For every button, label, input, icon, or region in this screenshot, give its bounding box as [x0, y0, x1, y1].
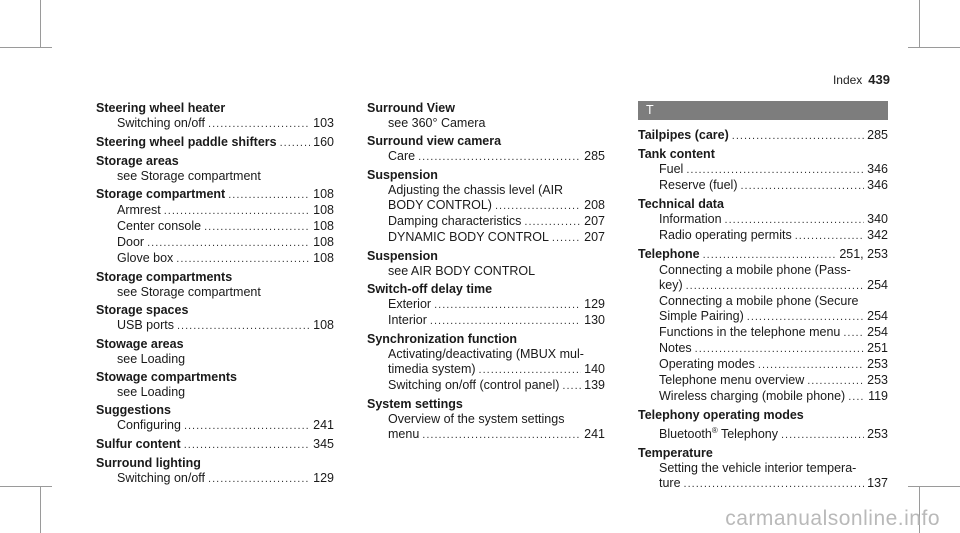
leader-dots [495, 199, 581, 214]
leader-dots [524, 215, 581, 230]
sub-entry[interactable] [638, 162, 888, 178]
entry-heading [638, 446, 888, 461]
sub-entry[interactable] [638, 373, 888, 389]
sub-entry-text: DYNAMIC BODY CONTROL [388, 230, 549, 244]
entry-title: Surround View [367, 101, 455, 115]
index-entry [96, 270, 334, 300]
sub-entry-text: see AIR BODY CONTROL [388, 264, 536, 278]
index-entry [638, 147, 888, 194]
entry-title: Temperature [638, 446, 713, 461]
sub-entry[interactable] [96, 219, 334, 235]
page-ref[interactable]: 140 [584, 362, 605, 376]
sub-entry[interactable] [638, 325, 888, 341]
entry-heading [367, 332, 605, 347]
page-ref[interactable]: 103 [313, 116, 334, 130]
leader-dots [164, 204, 310, 219]
page-ref[interactable]: 251, 253 [839, 247, 888, 261]
entry-title: Telephone [638, 247, 700, 261]
leader-dots [177, 319, 310, 334]
leader-dots [732, 129, 864, 144]
index-entry [367, 332, 605, 394]
leader-dots [280, 136, 311, 151]
sub-entry-text: Interior [388, 313, 427, 327]
crop-mark [919, 0, 920, 48]
entry-heading [96, 403, 334, 418]
page-ref[interactable]: 108 [313, 318, 334, 332]
page-ref[interactable]: 119 [868, 389, 888, 403]
sub-entry-text: Information [659, 212, 722, 226]
index-entry [96, 135, 334, 151]
leader-dots [807, 374, 864, 389]
entry-heading [367, 134, 605, 149]
leader-dots [552, 231, 581, 246]
page-ref[interactable]: 208 [584, 198, 605, 212]
sub-entry-text: see Loading [117, 352, 186, 366]
sub-entry [638, 294, 888, 309]
leader-dots [184, 419, 310, 434]
page-header [833, 72, 890, 87]
page-ref[interactable]: 285 [867, 128, 888, 142]
sub-entry-text: Simple Pairing) [659, 309, 744, 323]
sub-entry[interactable] [638, 278, 888, 294]
sub-entry-text: Functions in the telephone menu [659, 325, 841, 339]
entry-heading [96, 101, 334, 116]
index-entry [367, 249, 605, 279]
entry-title: Suggestions [96, 403, 172, 417]
entry-title: Tailpipes (care) [638, 128, 729, 142]
leader-dots [418, 150, 581, 165]
index-column-3 [638, 101, 888, 495]
sub-entry [96, 285, 334, 300]
page-ref[interactable]: 137 [867, 476, 888, 491]
page-ref[interactable]: 251 [867, 341, 888, 355]
sub-entry-text: Configuring [117, 418, 181, 432]
sub-entry-text: Switching on/off (control panel) [388, 378, 560, 392]
leader-dots [747, 310, 864, 325]
sub-entry-text: Switching on/off [117, 471, 206, 485]
page-ref[interactable]: 108 [313, 235, 334, 249]
sub-entry-text: see Storage compartment [117, 169, 261, 183]
index-entry [96, 154, 334, 184]
index-entry [96, 403, 334, 434]
sub-entry[interactable] [638, 357, 888, 373]
entry-title: Storage compartments [96, 270, 233, 284]
sub-entry-text: Exterior [388, 297, 432, 311]
leader-dots [781, 428, 864, 443]
leader-dots [843, 326, 864, 341]
leader-dots [184, 438, 310, 453]
page-ref[interactable]: 254 [867, 325, 888, 339]
sub-entry-text: ture [659, 476, 681, 491]
leader-dots [422, 428, 581, 443]
crop-mark [40, 486, 41, 533]
page-ref[interactable]: 241 [313, 418, 334, 432]
entry-heading [367, 168, 605, 183]
leader-dots [725, 213, 865, 228]
sub-entry[interactable] [367, 378, 605, 394]
entry-title: Storage compartment [96, 187, 226, 201]
entry-title: Tank content [638, 147, 715, 161]
entry-title: System settings [367, 397, 463, 411]
index-entry [96, 187, 334, 267]
sub-entry-text: Care [388, 149, 416, 163]
leader-dots [562, 379, 581, 394]
sub-entry[interactable] [96, 318, 334, 334]
sub-entry-text: see Storage compartment [117, 285, 261, 299]
index-entry [638, 247, 888, 405]
sub-entry-text: Connecting a mobile phone (Secure [659, 294, 859, 308]
entry-title: Surround lighting [96, 456, 201, 470]
entry-title: Synchronization function [367, 332, 517, 346]
page-ref[interactable]: 108 [313, 219, 334, 233]
sub-entry[interactable] [367, 427, 605, 443]
entry-heading [367, 249, 605, 264]
entry-heading [367, 282, 605, 297]
entry-title: Storage areas [96, 154, 179, 168]
index-entry [96, 370, 334, 400]
index-entry [96, 456, 334, 487]
entry-heading [638, 197, 888, 212]
crop-mark [0, 486, 52, 487]
sub-entry-text: Setting the vehicle interior tempera- [659, 461, 857, 476]
leader-dots [204, 220, 310, 235]
sub-entry[interactable] [638, 423, 888, 443]
leader-dots [147, 236, 310, 251]
index-entry [367, 134, 605, 165]
entry-title: Steering wheel paddle shifters [96, 135, 277, 149]
sub-entry-text: Wireless charging (mobile phone) [659, 389, 846, 403]
crop-mark [40, 0, 41, 48]
entry-title: Switch-off delay time [367, 282, 493, 296]
index-entry [96, 437, 334, 453]
entry-heading [638, 408, 888, 423]
leader-dots [695, 342, 864, 357]
entry-heading [96, 370, 334, 385]
page-ref[interactable]: 207 [584, 230, 605, 244]
entry-heading[interactable] [638, 247, 888, 263]
leader-dots [795, 229, 864, 244]
sub-entry-text: BODY CONTROL) [388, 198, 492, 212]
entry-heading [638, 147, 888, 162]
page-ref[interactable]: 130 [584, 313, 605, 327]
sub-entry [367, 264, 605, 279]
entry-heading[interactable] [96, 437, 334, 453]
page-ref[interactable]: 285 [584, 149, 605, 163]
crop-mark [908, 486, 960, 487]
index-entry [367, 101, 605, 131]
sub-entry-text: Activating/deactivating (MBUX mul- [388, 347, 584, 361]
entry-title: Suspension [367, 168, 438, 182]
page-ref[interactable]: 129 [313, 471, 334, 485]
sub-entry-text: Radio operating permits [659, 228, 792, 242]
page-ref[interactable]: 254 [867, 278, 888, 292]
leader-dots [176, 252, 310, 267]
page-ref[interactable]: 253 [867, 357, 888, 371]
page-ref[interactable]: 207 [584, 214, 605, 228]
page-ref[interactable]: 345 [313, 437, 334, 451]
entry-heading [367, 101, 605, 116]
sub-entry [367, 412, 605, 427]
sub-entry [638, 461, 888, 476]
sub-entry[interactable] [367, 149, 605, 165]
sub-entry [367, 116, 605, 131]
sub-entry[interactable] [96, 116, 334, 132]
sub-entry[interactable] [367, 230, 605, 246]
registered-mark: ® [711, 426, 718, 435]
page-ref[interactable]: 340 [867, 212, 888, 226]
entry-heading [96, 154, 334, 169]
sub-entry[interactable] [367, 214, 605, 230]
index-entry [96, 101, 334, 132]
sub-entry-text: Armrest [117, 203, 161, 217]
page-number: 439 [868, 72, 890, 87]
page-ref[interactable]: 108 [313, 203, 334, 217]
leader-dots [434, 298, 581, 313]
page-ref[interactable]: 108 [313, 187, 334, 201]
sub-entry-text: Notes [659, 341, 692, 355]
page-ref[interactable]: 346 [867, 162, 888, 176]
entry-heading [96, 456, 334, 471]
sub-entry-text: Door [117, 235, 145, 249]
sub-entry[interactable] [638, 228, 888, 244]
sub-entry-text: Telephone menu overview [659, 373, 805, 387]
sub-entry-text: see Loading [117, 385, 186, 399]
sub-entry[interactable] [638, 309, 888, 325]
index-column-2 [367, 101, 605, 446]
sub-entry[interactable] [367, 362, 605, 378]
sub-entry-text: Center console [117, 219, 202, 233]
sub-entry [367, 347, 605, 362]
leader-dots [703, 248, 837, 263]
sub-entry[interactable] [638, 212, 888, 228]
sub-entry[interactable] [367, 313, 605, 329]
sub-entry [367, 183, 605, 198]
sub-entry-text: Fuel [659, 162, 684, 176]
letter-heading: T [638, 101, 888, 120]
page-ref[interactable]: 160 [313, 135, 334, 149]
page-ref[interactable]: 108 [313, 251, 334, 265]
entry-heading [96, 337, 334, 352]
sub-entry[interactable] [638, 341, 888, 357]
sub-entry-text: Connecting a mobile phone (Pass- [659, 263, 851, 277]
sub-entry[interactable] [96, 471, 334, 487]
watermark: carmanualsonline.info [725, 507, 940, 530]
page-ref[interactable]: 241 [584, 427, 605, 441]
leader-dots [686, 279, 865, 294]
sub-entry-text: Switching on/off [117, 116, 206, 130]
sub-entry[interactable] [638, 389, 888, 405]
entry-heading [96, 270, 334, 285]
sub-entry-text: Operating modes [659, 357, 755, 371]
entry-title: Steering wheel heater [96, 101, 226, 115]
sub-entry-text: Overview of the system settings [388, 412, 565, 426]
index-entry [367, 168, 605, 246]
sub-entry [96, 352, 334, 367]
entry-title: Suspension [367, 249, 438, 263]
entry-title: Technical data [638, 197, 724, 211]
index-entry [638, 128, 888, 144]
leader-dots [686, 163, 864, 178]
index-entry [638, 446, 888, 492]
index-column-1 [96, 101, 334, 490]
entry-heading [96, 303, 334, 318]
crop-mark [0, 47, 52, 48]
section-title: Index [832, 73, 863, 87]
index-entry [96, 337, 334, 367]
sub-entry[interactable] [367, 297, 605, 313]
sub-entry-text: Reserve (fuel) [659, 178, 738, 192]
page-ref[interactable]: 253 [867, 427, 888, 442]
sub-entry-text: Bluetooth® Telephony [659, 426, 778, 442]
sub-entry-text: Damping characteristics [388, 214, 522, 228]
entry-title: Sulfur content [96, 437, 181, 451]
index-entry [367, 397, 605, 443]
index-entry [638, 408, 888, 443]
sub-entry[interactable] [96, 251, 334, 267]
sub-entry-text: USB ports [117, 318, 174, 332]
entry-title: Storage spaces [96, 303, 189, 317]
entry-heading[interactable] [96, 135, 334, 151]
sub-entry[interactable] [638, 476, 888, 492]
page-ref[interactable]: 346 [867, 178, 888, 192]
sub-entry[interactable] [96, 418, 334, 434]
sub-entry-text: Adjusting the chassis level (AIR [388, 183, 564, 197]
sub-entry-text: see 360° Camera [388, 116, 486, 130]
index-entry [367, 282, 605, 329]
entry-title: Stowage compartments [96, 370, 238, 384]
sub-entry[interactable] [96, 203, 334, 219]
entry-heading[interactable] [638, 128, 888, 144]
entry-title: Stowage areas [96, 337, 184, 351]
sub-entry [638, 263, 888, 278]
leader-dots [758, 358, 864, 373]
index-entry [96, 303, 334, 334]
leader-dots [479, 363, 582, 378]
index-entry [638, 197, 888, 244]
page-ref[interactable]: 253 [867, 373, 888, 387]
sub-entry-text: Glove box [117, 251, 174, 265]
leader-dots [848, 390, 865, 405]
sub-entry-text: menu [388, 427, 420, 441]
leader-dots [741, 179, 865, 194]
leader-dots [228, 188, 310, 203]
page-ref[interactable]: 254 [867, 309, 888, 323]
leader-dots [208, 117, 310, 132]
page-ref[interactable]: 129 [584, 297, 605, 311]
entry-heading [367, 397, 605, 412]
leader-dots [208, 472, 310, 487]
entry-title: Surround view camera [367, 134, 502, 148]
page-ref[interactable]: 342 [867, 228, 888, 242]
sub-entry[interactable] [638, 178, 888, 194]
sub-entry-text: timedia system) [388, 362, 476, 376]
sub-entry[interactable] [367, 198, 605, 214]
entry-title: Telephony operating modes [638, 408, 804, 422]
sub-entry [96, 385, 334, 400]
page-ref[interactable]: 139 [584, 378, 605, 392]
leader-dots [430, 314, 581, 329]
sub-entry[interactable] [96, 235, 334, 251]
leader-dots [684, 477, 865, 492]
entry-heading[interactable] [96, 187, 334, 203]
crop-mark [908, 47, 960, 48]
sub-entry-text: key) [659, 278, 683, 292]
sub-entry [96, 169, 334, 184]
